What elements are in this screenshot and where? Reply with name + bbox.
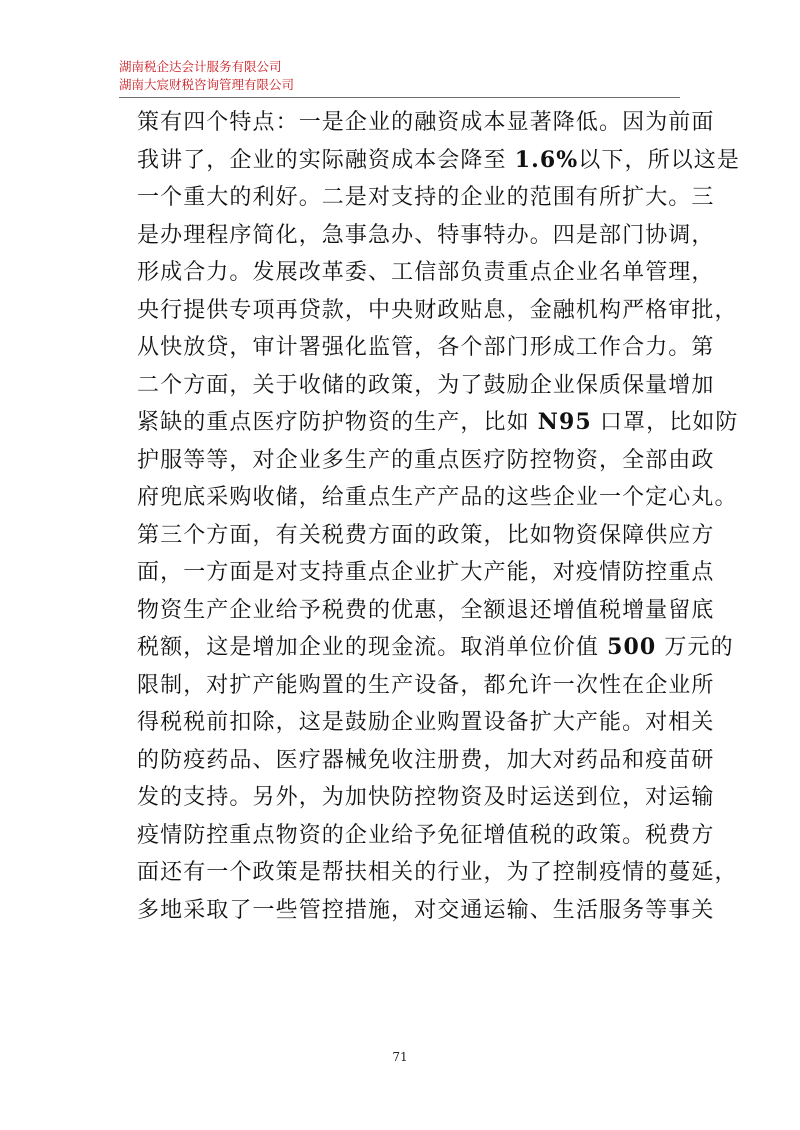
text-line-17: 得税税前扣除，这是鼓励企业购置设备扩大产能。对相关 (137, 710, 715, 735)
text-line-11: 府兜底采购收储，给重点生产产品的这些企业一个定心丸。 (137, 485, 738, 510)
text-line-10: 护服等等，对企业多生产的重点医疗防控物资，全部由政 (137, 447, 715, 473)
text-line-4: 是办理程序简化，急事急办、特事特办。四是部门协调， (137, 222, 715, 248)
text-line-19: 发的支持。另外，为加快防控物资及时运送到位，对运输 (137, 785, 715, 810)
text-line-18: 的防疫药品、医疗器械免收注册费，加大对药品和疫苗研 (137, 747, 715, 773)
text-line-16: 限制，对扩产能购置的生产设备，都允许一次性在企业所 (137, 672, 715, 698)
text-line-21: 面还有一个政策是帮扶相关的行业，为了控制疫情的蔓延， (137, 860, 738, 885)
page-number: 71 (392, 1050, 408, 1064)
text-line-5: 形成合力。发展改革委、工信部负责重点企业名单管理， (137, 260, 715, 285)
text-line-12: 第三个方面，有关税费方面的政策，比如物资保障供应方 (137, 522, 715, 548)
text-line-7: 从快放贷，审计署强化监管，各个部门形成工作合力。第 (137, 335, 715, 360)
text-line-15: 税额，这是增加企业的现金流。取消单位价值 500 万元的 (137, 634, 734, 660)
text-line-22: 多地采取了一些管控措施，对交通运输、生活服务等事关 (137, 897, 715, 923)
text-line-20: 疫情防控重点物资的企业给予免征增值税的政策。税费方 (137, 822, 715, 848)
text-line-9: 紧缺的重点医疗防护物资的生产，比如 N95 口罩，比如防 (137, 409, 739, 435)
text-line-3: 一个重大的利好。二是对支持的企业的范围有所扩大。三 (137, 185, 715, 210)
text-line-6: 央行提供专项再贷款，中央财政贴息，金融机构严格审批， (137, 297, 738, 323)
header-company-2: 湖南大宸财税咨询管理有限公司 (119, 77, 295, 92)
document-header (119, 58, 680, 98)
header-company-1: 湖南税企达会计服务有限公司 (119, 59, 282, 74)
text-line-8: 二个方面，关于收储的政策，为了鼓励企业保质保量增加 (137, 372, 715, 398)
text-line-14: 物资生产企业给予税费的优惠，全额退还增值税增量留底 (137, 597, 715, 623)
text-line-1: 策有四个特点：一是企业的融资成本显著降低。因为前面 (137, 110, 715, 135)
body-text (137, 104, 740, 929)
text-line-2: 我讲了，企业的实际融资成本会降至 1.6%以下，所以这是 (137, 146, 740, 173)
text-line-13: 面，一方面是对支持重点企业扩大产能，对疫情防控重点 (137, 560, 715, 585)
